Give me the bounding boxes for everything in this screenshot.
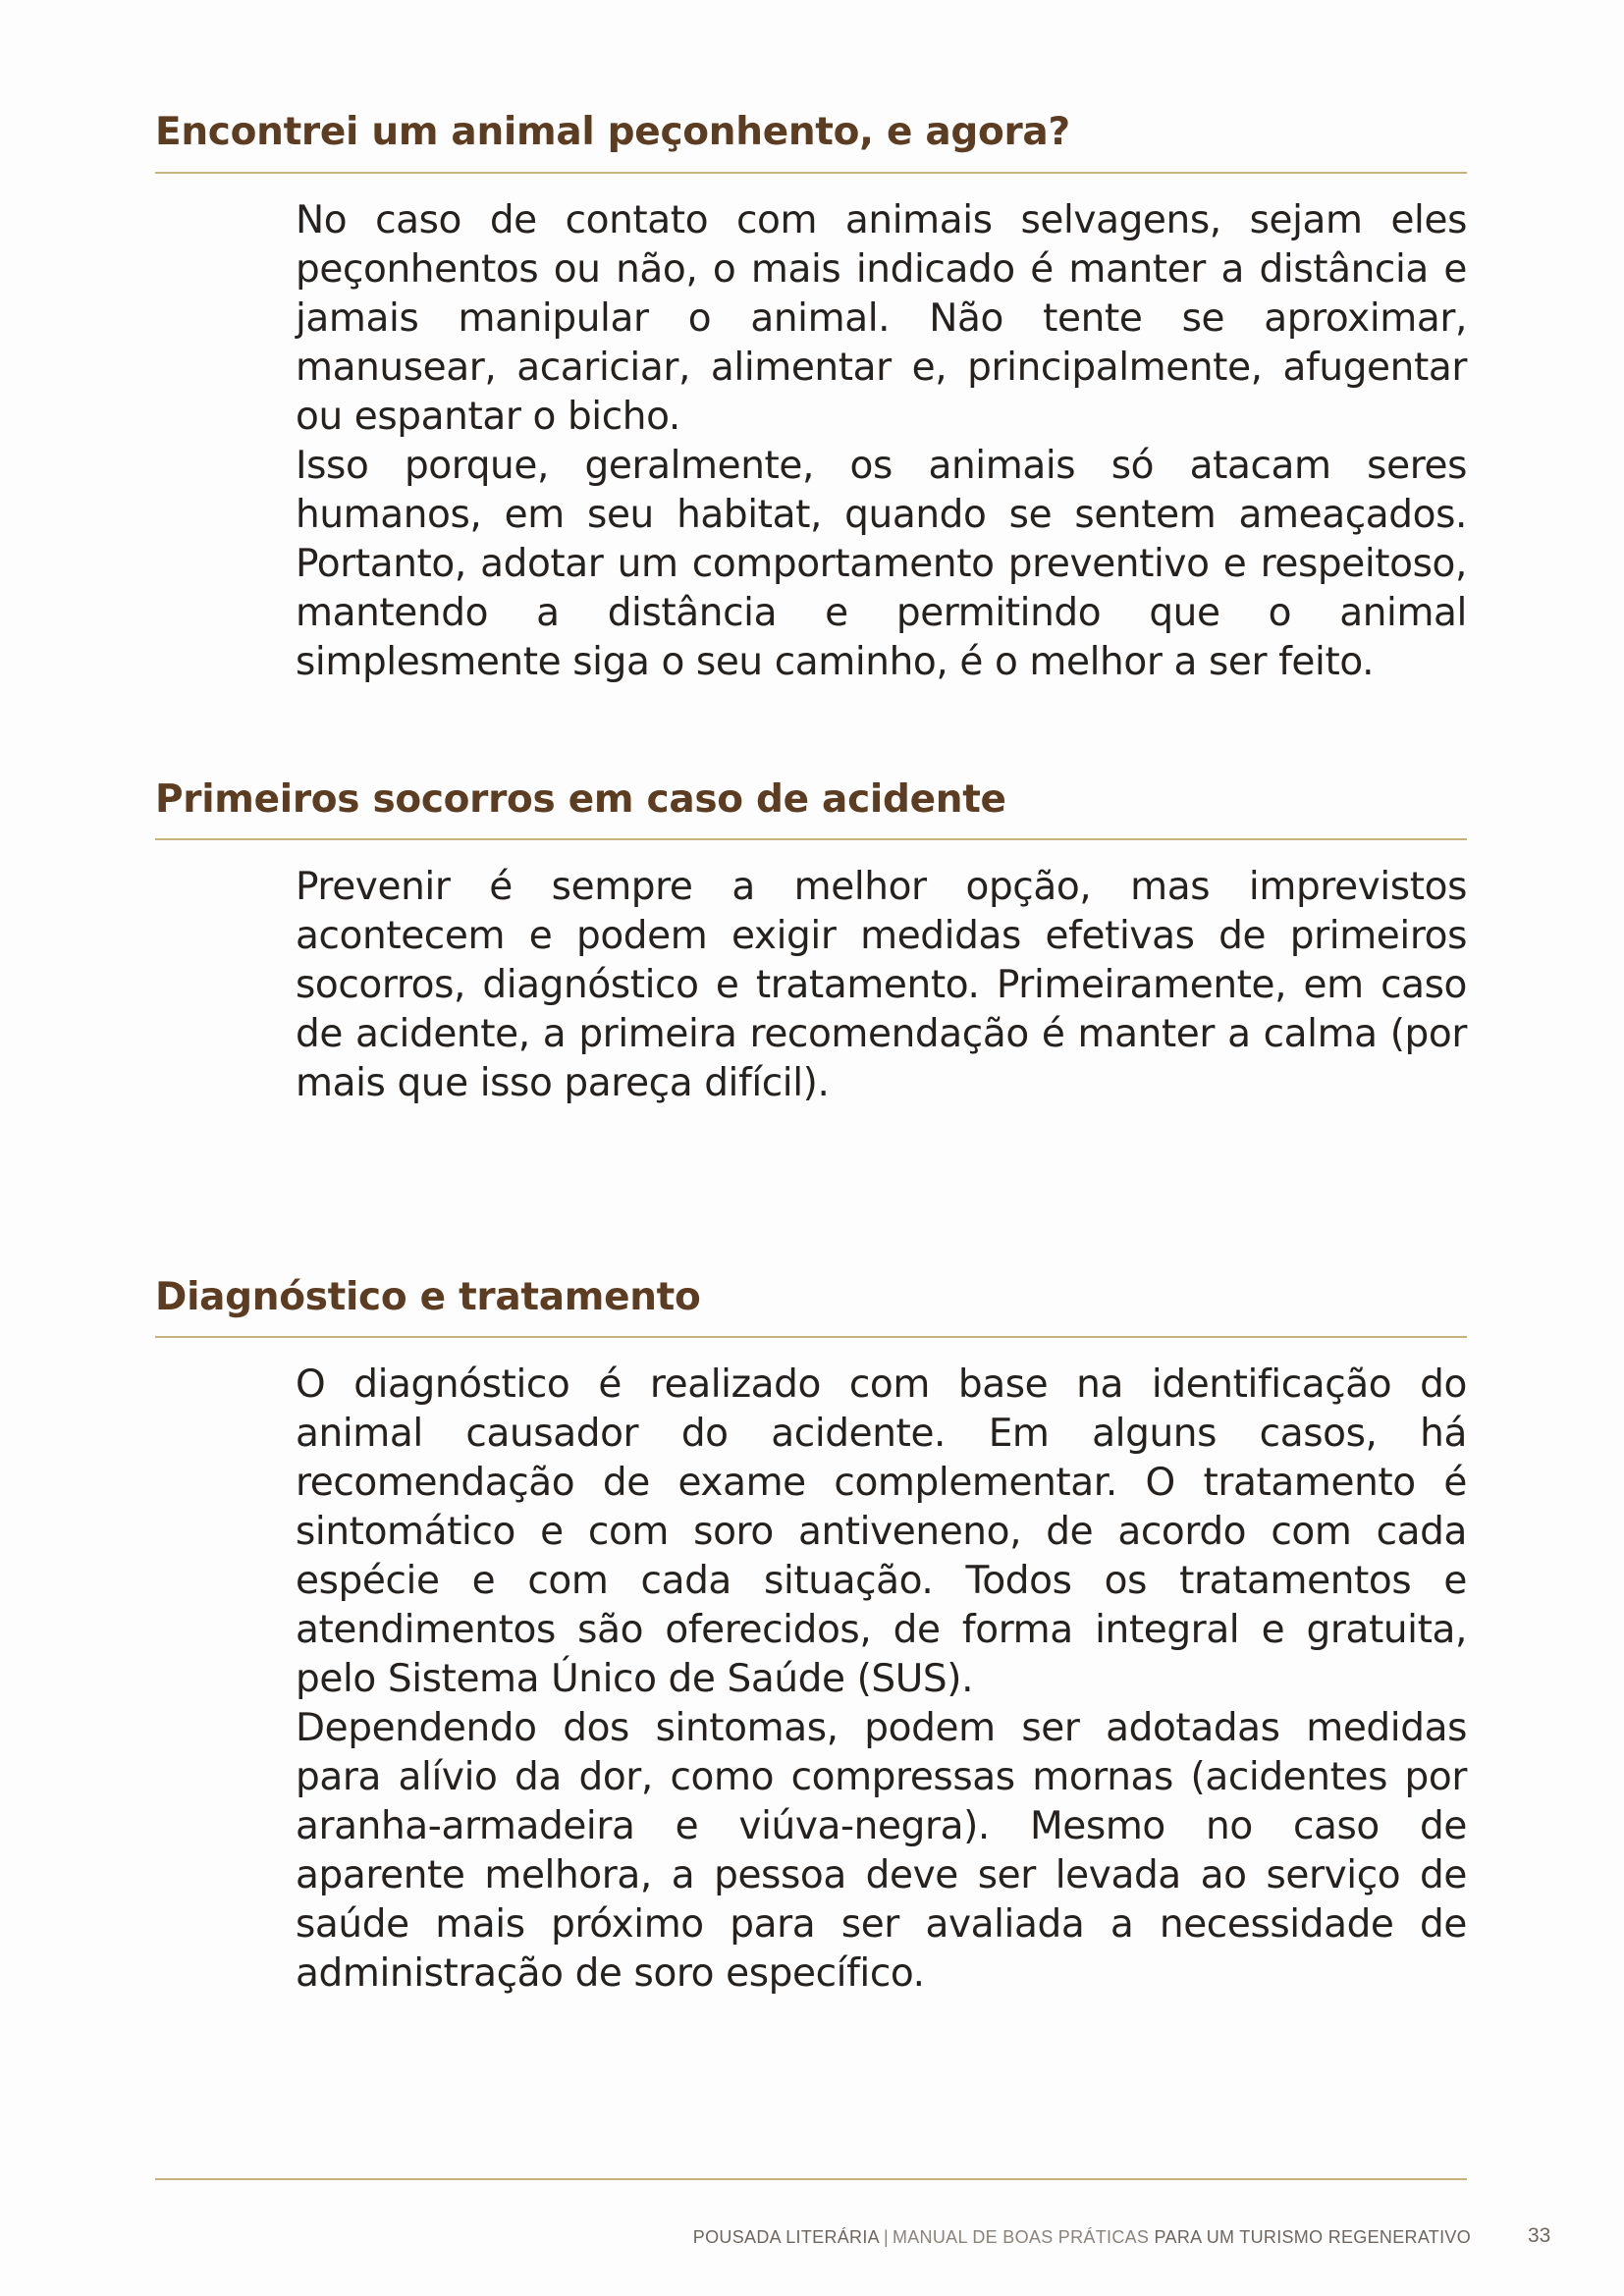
footer-brand: POUSADA LITERÁRIA bbox=[692, 2227, 880, 2247]
paragraph: Prevenir é sempre a melhor opção, mas imprevistos acontecem e podem exigir medidas efetivas de primeiros socorros, diagnóstico e tratamento. Primeiramente, em caso de acidente, a primeira recomendação é manter a calma (por mais que isso pareça difícil). bbox=[296, 865, 1467, 1105]
section-heading-diagnosis-treatment: Diagnóstico e tratamento bbox=[155, 1275, 701, 1319]
section-heading-venomous-animal: Encontrei um animal peçonhento, e agora? bbox=[155, 110, 1070, 154]
section-divider bbox=[155, 172, 1467, 174]
footer-separator: | bbox=[883, 2227, 889, 2247]
section-body-venomous-animal bbox=[296, 196, 1467, 687]
footer-manual-title: MANUAL DE BOAS PRÁTICAS bbox=[892, 2227, 1150, 2247]
paragraph: No caso de contato com animais selvagens, sejam eles peçonhentos ou não, o mais indicado é manter a distância e jamais manipular o animal. Não tente se aproximar, manusear, acariciar, alimentar e, principalmente, afugentar ou espantar o bicho. bbox=[296, 198, 1467, 439]
page-number: 33 bbox=[1528, 2224, 1551, 2247]
footer-subtitle: PARA UM TURISMO REGENERATIVO bbox=[1154, 2227, 1471, 2247]
section-body-diagnosis-treatment bbox=[296, 1361, 1467, 1999]
section-divider bbox=[155, 1336, 1467, 1338]
footer-divider bbox=[155, 2178, 1467, 2180]
section-body-first-aid bbox=[296, 863, 1467, 1108]
paragraph: Isso porque, geralmente, os animais só atacam seres humanos, em seu habitat, quando se sentem ameaçados. Portanto, adotar um comportamento preventivo e respeitoso, mantendo a distância e permitindo que o animal simplesmente siga o seu caminho, é o melhor a ser feito. bbox=[296, 444, 1467, 684]
paragraph: Dependendo dos sintomas, podem ser adotadas medidas para alívio da dor, como compressas mornas (acidentes por aranha-armadeira e viúva-negra). Mesmo no caso de aparente melhora, a pessoa deve ser levada ao serviço de saúde mais próximo para ser avaliada a necessidade de administração de soro específico. bbox=[296, 1706, 1467, 1996]
running-footer bbox=[687, 2226, 1471, 2248]
section-divider bbox=[155, 838, 1467, 840]
paragraph: O diagnóstico é realizado com base na identificação do animal causador do acidente. Em alguns casos, há recomendação de exame complementar. O tratamento é sintomático e com soro antiveneno, de acordo com cada espécie e com cada situação. Todos os tratamentos e atendimentos são oferecidos, de forma integral e gratuita, pelo Sistema Único de Saúde (SUS). bbox=[296, 1362, 1467, 1701]
section-heading-first-aid: Primeiros socorros em caso de acidente bbox=[155, 777, 1006, 822]
